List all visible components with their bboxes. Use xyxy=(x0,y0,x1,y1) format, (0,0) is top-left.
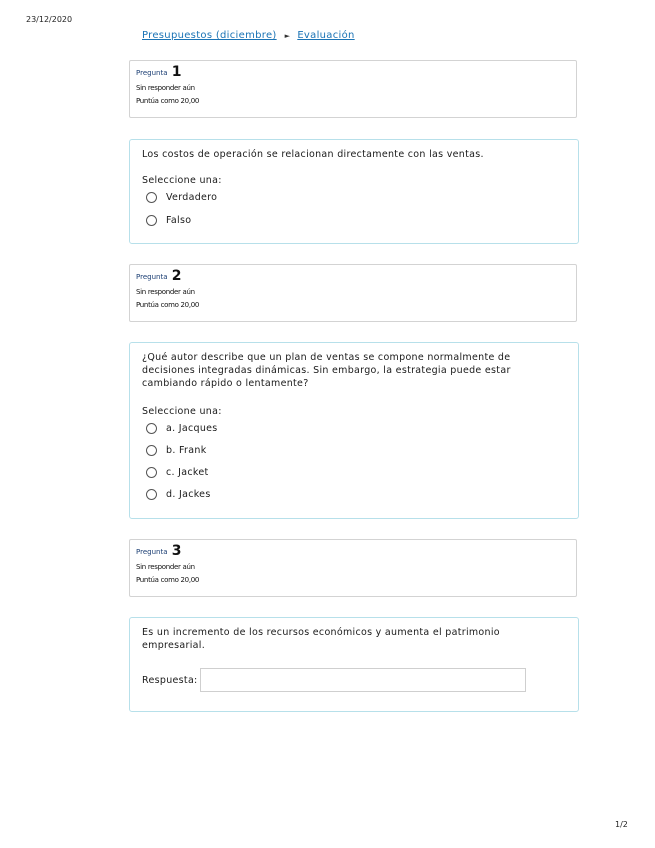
radio-button[interactable] xyxy=(146,423,157,434)
answer-input[interactable] xyxy=(200,668,526,692)
answer-label: Respuesta: xyxy=(142,674,198,686)
question-2-content xyxy=(129,342,579,519)
page-number: 1/2 xyxy=(615,820,628,829)
radio-button[interactable] xyxy=(146,445,157,456)
option-falso[interactable] xyxy=(142,215,566,226)
option-label: Verdadero xyxy=(166,192,218,203)
question-number: Pregunta 3 xyxy=(136,543,182,559)
question-points: Puntúa como 20,00 xyxy=(136,301,200,309)
breadcrumb-course-link[interactable]: Presupuestos (diciembre) xyxy=(142,30,277,41)
radio-button[interactable] xyxy=(146,489,157,500)
question-text: Los costos de operación se relacionan directamente con las ventas. xyxy=(142,149,484,160)
question-status: Sin responder aún xyxy=(136,288,195,296)
option-label: d. Jackes xyxy=(166,489,211,500)
option-label: b. Frank xyxy=(166,445,207,456)
option-d[interactable] xyxy=(142,489,566,500)
option-a[interactable] xyxy=(142,423,566,434)
select-prompt: Seleccione una: xyxy=(142,175,222,186)
option-label: a. Jacques xyxy=(166,423,218,434)
breadcrumb xyxy=(142,30,397,41)
option-verdadero[interactable] xyxy=(142,192,566,203)
question-points: Puntúa como 20,00 xyxy=(136,97,200,105)
option-label: Falso xyxy=(166,215,192,226)
question-text: Es un incremento de los recursos económicos y aumenta el patrimonio empresarial. xyxy=(142,627,500,651)
question-1-content xyxy=(129,139,579,244)
question-status: Sin responder aún xyxy=(136,84,195,92)
question-2-info xyxy=(129,264,577,322)
question-1-info xyxy=(129,60,577,118)
breadcrumb-separator-icon: ► xyxy=(284,31,291,40)
option-c[interactable] xyxy=(142,467,566,478)
question-number: Pregunta 2 xyxy=(136,268,182,284)
breadcrumb-current-link[interactable]: Evaluación xyxy=(297,30,355,41)
question-3-info xyxy=(129,539,577,597)
radio-button[interactable] xyxy=(146,467,157,478)
question-status: Sin responder aún xyxy=(136,563,195,571)
radio-button[interactable] xyxy=(146,215,157,226)
answer-row xyxy=(142,668,566,692)
select-prompt: Seleccione una: xyxy=(142,406,222,417)
question-number: Pregunta 1 xyxy=(136,64,182,80)
option-label: c. Jacket xyxy=(166,467,209,478)
print-date: 23/12/2020 xyxy=(26,15,73,24)
question-text: ¿Qué autor describe que un plan de ventas se compone normalmente de decisiones integradas dinámicas. Sin embargo, la estrategia puede estar cambiando rápido o lentamente? xyxy=(142,352,511,389)
question-points: Puntúa como 20,00 xyxy=(136,576,200,584)
radio-button[interactable] xyxy=(146,192,157,203)
option-b[interactable] xyxy=(142,445,566,456)
question-3-content xyxy=(129,617,579,712)
